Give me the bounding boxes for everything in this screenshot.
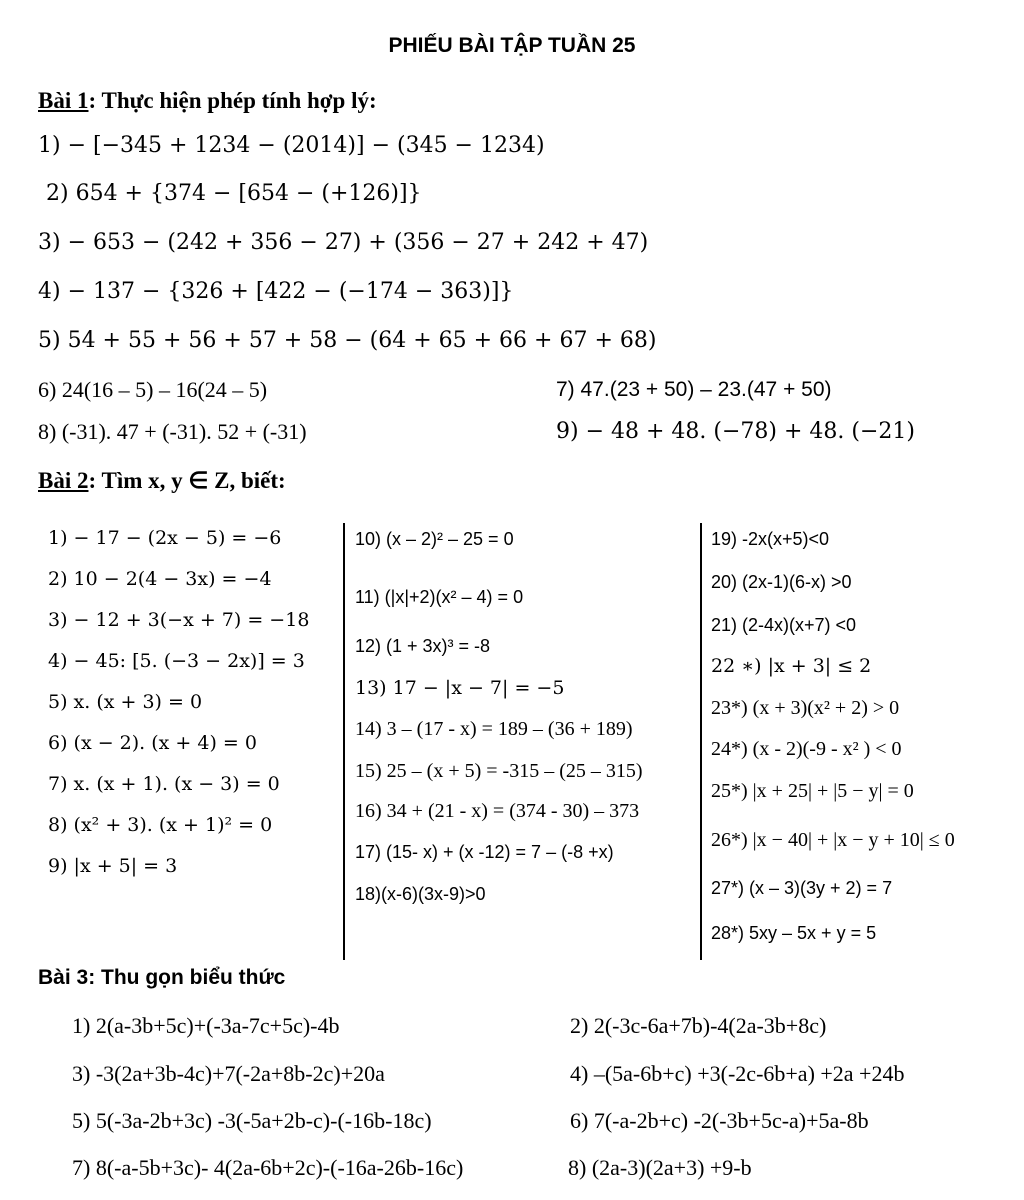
- bai2-item-16: 16) 34 + (21 - x) = (374 - 30) – 373: [355, 800, 640, 822]
- section-2-label: Bài 2: [38, 468, 89, 493]
- bai2-item-13: 13) 17 − |x − 7| = −5: [355, 677, 565, 699]
- bai1-item-2: 2) 654 + {374 − [654 − (+126)]}: [46, 181, 422, 206]
- section-2-title: : Tìm x, y ∈ Z, biết:: [88, 468, 286, 493]
- bai2-item-6: 6) (x − 2). (x + 4) = 0: [48, 732, 257, 754]
- bai1-item-7: 7) 47.(23 + 50) – 23.(47 + 50): [556, 378, 832, 401]
- page-title: PHIẾU BÀI TẬP TUẦN 25: [388, 34, 636, 57]
- section-2-heading: [38, 468, 286, 494]
- bai3-item-2: 2) 2(-3c-6a+7b)-4(2a-3b+8c): [570, 1013, 827, 1038]
- bai1-item-5: 5) 54 + 55 + 56 + 57 + 58 − (64 + 65 + 66 + 67 + 68): [38, 328, 657, 353]
- bai3-item-3: 3) -3(2a+3b-4c)+7(-2a+8b-2c)+20a: [72, 1061, 385, 1086]
- bai2-item-8: 8) (x² + 3). (x + 1)² = 0: [48, 814, 273, 836]
- bai2-item-19: 19) -2x(x+5)<0: [711, 529, 830, 549]
- bai2-item-5: 5) x. (x + 3) = 0: [48, 691, 203, 713]
- bai2-item-24: 24*) (x - 2)(-9 - x² ) < 0: [711, 738, 902, 760]
- bai2-item-23: 23*) (x + 3)(x² + 2) > 0: [711, 697, 900, 719]
- bai2-item-1: 1) − 17 − (2x − 5) = −6: [48, 527, 282, 549]
- section-1-heading: [38, 88, 377, 114]
- bai2-item-7: 7) x. (x + 1). (x − 3) = 0: [48, 773, 280, 795]
- bai2-item-20: 20) (2x-1)(6-x) >0: [711, 572, 852, 592]
- bai2-item-27: 27*) (x – 3)(3y + 2) = 7: [711, 878, 893, 898]
- column-divider-1: [343, 523, 345, 960]
- bai2-item-18: 18)(x-6)(3x-9)>0: [355, 884, 486, 904]
- bai2-item-9: 9) |x + 5| = 3: [48, 855, 178, 877]
- bai3-item-6: 6) 7(-a-2b+c) -2(-3b+5c-a)+5a-8b: [570, 1108, 869, 1133]
- bai2-item-11: 11) (|x|+2)(x² – 4) = 0: [355, 587, 524, 607]
- column-divider-2: [700, 523, 702, 960]
- bai1-item-8: 8) (-31). 47 + (-31). 52 + (-31): [38, 419, 307, 444]
- bai2-item-14: 14) 3 – (17 - x) = 189 – (36 + 189): [355, 718, 633, 740]
- bai3-item-5: 5) 5(-3a-2b+3c) -3(-5a+2b-c)-(-16b-18c): [72, 1108, 432, 1133]
- bai1-item-6: 6) 24(16 – 5) – 16(24 – 5): [38, 377, 268, 402]
- section-1-label: Bài 1: [38, 88, 89, 113]
- bai2-item-15: 15) 25 – (x + 5) = -315 – (25 – 315): [355, 760, 643, 782]
- bai3-item-7: 7) 8(-a-5b+3c)- 4(2a-6b+2c)-(-16a-26b-16c): [72, 1155, 464, 1180]
- section-3-heading: Bài 3: Thu gọn biểu thức: [38, 966, 286, 989]
- bai2-item-28: 28*) 5xy – 5x + y = 5: [711, 923, 877, 943]
- bai1-item-9: 9) − 48 + 48. (−78) + 48. (−21): [556, 419, 915, 444]
- bai2-item-4: 4) − 45: [5. (−3 − 2x)] = 3: [48, 650, 305, 672]
- bai1-item-4: 4) − 137 − {326 + [422 − (−174 − 363)]}: [38, 279, 514, 304]
- bai2-item-2: 2) 10 − 2(4 − 3x) = −4: [48, 568, 272, 590]
- bai2-item-21: 21) (2-4x)(x+7) <0: [711, 615, 857, 635]
- bai3-item-1: 1) 2(a-3b+5c)+(-3a-7c+5c)-4b: [72, 1013, 340, 1038]
- bai2-item-25: 25*) |x + 25| + |5 − y| = 0: [711, 780, 914, 802]
- bai2-item-10: 10) (x – 2)² – 25 = 0: [355, 529, 514, 549]
- bai1-item-3: 3) − 653 − (242 + 356 − 27) + (356 − 27 + 242 + 47): [38, 230, 649, 255]
- bai2-item-22: 22 ∗) |x + 3| ≤ 2: [711, 655, 872, 677]
- bai3-item-8: 8) (2a-3)(2a+3) +9-b: [568, 1155, 752, 1180]
- bai3-item-4: 4) –(5a-6b+c) +3(-2c-6b+a) +2a +24b: [570, 1061, 905, 1086]
- bai1-item-1: 1) − [−345 + 1234 − (2014)] − (345 − 1234): [38, 133, 545, 158]
- bai2-item-12: 12) (1 + 3x)³ = -8: [355, 636, 491, 656]
- bai2-item-3: 3) − 12 + 3(−x + 7) = −18: [48, 609, 310, 631]
- bai2-item-26: 26*) |x − 40| + |x − y + 10| ≤ 0: [711, 829, 955, 851]
- section-1-title: : Thực hiện phép tính hợp lý:: [88, 88, 377, 113]
- bai2-item-17: 17) (15- x) + (x -12) = 7 – (-8 +x): [355, 842, 614, 862]
